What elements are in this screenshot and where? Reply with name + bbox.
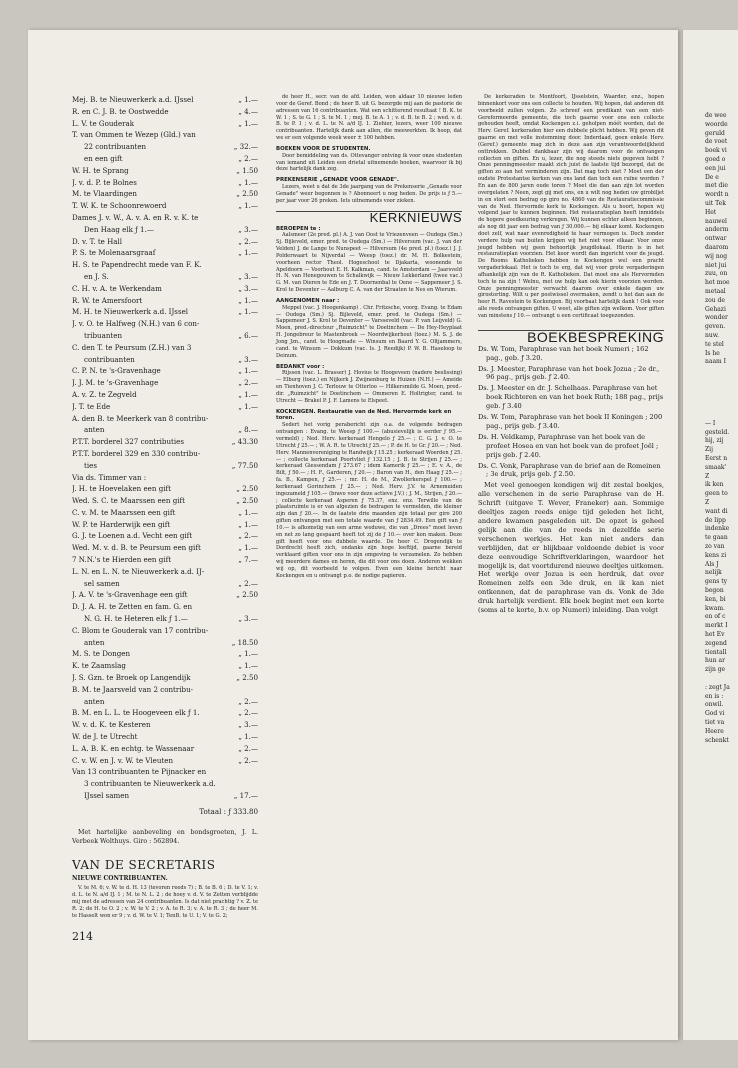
page-number: 214 <box>72 930 93 943</box>
contribution-amount: „ 1.— <box>238 519 258 529</box>
next-page-line: De e <box>705 173 719 181</box>
total-amount: ƒ 333.80 <box>228 806 258 816</box>
contribution-amount <box>228 766 258 778</box>
contribution-amount <box>228 778 258 790</box>
contribution-name: P.T.T. borderel 327 contributies <box>72 437 184 447</box>
contribution-row <box>72 188 258 200</box>
contribution-row <box>72 224 258 236</box>
next-page-line: te stel <box>705 340 724 348</box>
next-page-line: nuw. <box>705 331 720 339</box>
secretaris-subtitle: NIEUWE CONTRIBUANTEN. <box>72 875 168 883</box>
contribution-row <box>72 306 258 318</box>
next-page-line: wonder <box>705 314 728 322</box>
contribution-amount: „ 2.50 <box>236 189 258 199</box>
next-page-line <box>683 675 730 684</box>
contribution-row <box>72 684 258 696</box>
contribution-row <box>72 566 258 578</box>
contribution-amount: „ 1.— <box>238 118 258 128</box>
contribution-amount: „ 2.— <box>238 578 258 588</box>
contribution-name: N. G. H. te Heteren elk ƒ 1.— <box>84 614 188 624</box>
contribution-amount: „ 2.— <box>238 708 258 718</box>
secretaris-text: V. te M. 6; v. W. te d. H. 13 (tevoren reeds 7) ; B. te B. 6 ; D. te V. 1; v. d. L. te N. a/d IJ. 1 ; M. te N. L. 2 ; de hoey v. d. V. te Zetten verblijdde mij met de adressen van 24 contribuanten. Is dat niet prachtig ? v. Z. te R. 2; de H. te O. 2 ; v. W. te V. 2 ; v. A. te R. 3; v. A. te R. 3 ; de heer M. te Hasselt won er 9 ; v. d. W. te V. 1; TenB. te U. 1; V. te G. 2; <box>72 885 258 919</box>
contribution-amount: „ 1.— <box>238 366 258 376</box>
contribution-name: H. S. te Papendrecht mede van F. K. <box>72 260 202 270</box>
contribution-amount: „ 43.30 <box>231 437 258 447</box>
contribution-row <box>72 436 258 448</box>
contribution-name: J. v. O. te Halfweg (N.H.) van 6 con- <box>72 319 200 329</box>
next-page-line: gesteld. <box>705 428 730 436</box>
next-page-line: nauwel <box>705 217 727 225</box>
contribution-name: K. te Zaamslag <box>72 661 126 671</box>
contribution-name: en J. S. <box>84 271 109 281</box>
contribution-row <box>72 365 258 377</box>
contribution-amount: „ 1.— <box>238 201 258 211</box>
next-page-line: boek vi <box>705 147 727 155</box>
contribution-row <box>72 530 258 542</box>
contribution-row <box>72 259 258 271</box>
contribution-name: C. den T. te Peursum (Z.H.) van 3 <box>72 342 192 352</box>
next-page-line: ontwar <box>705 235 727 243</box>
contribution-row <box>72 94 258 106</box>
aangenomen-text: Meppel (vac. J. Hoogenkamp) . Chr. Fritzsche, voorg. Evang. te Edam — Oudega (Sm.) Sj. Bijleveld, emer. pred. te Oudega (Sm.) — Sappemeer J. S. Krol te Deventer — Varsseveld (vac. P. van Leijveld) G. Moen, pred.-directeur „Ruimzicht" te Doetinchem — De Hey-Heyplaat H. Jongebreur te Mastenbroek — Noordwijkerhout (toez.) M. S. J. de Jong Jzn., cand. te Hoogmade — Winsum en Baard Y. G. Oltjammers, cand. te Winsum — Dokkum (vac. Is. J. Reedijk) P. W. B. Haseloop te Deinum. <box>276 304 462 359</box>
next-page-line: wordt n <box>705 191 729 199</box>
contribution-amount <box>228 472 258 484</box>
kockengen-continued-text: De kerkeraden te Montfoort, IJsselstein, Waarder, enz., hopen binnenkort voor ons een collecte te houden. Wij hopen, dat anderen dit voorbeeld zullen volgen. Zo schreef een predikant van een niet-Gereformeerde gemeente, die toch gaarne voor ons een collecte gehouden heeft, omdat Kockengen z.i. geholpen móét worden, dat de Herv. Geref. kerkeraden hier een dubbele plicht hebben. Wij geven dit gaarne en met volle instemming door. Inderdaad, geen enkele Herv. (Geref.) gemeente mag zich in deze aan zijn verantwoordelijkheid onttrekken. Dubbel dankbaar zijn wij daarom voor de ontvangen collecten en giften. En u, lezer, die nog steeds niets gegeven hebt ? Onze penningmeester maakt zich juist de laatste tijd bezorgd, dat de giften zo aan het verminderen zijn. Dat mag toch niet ? Moet een der oudste Protestantse kerken van ons land dan toch een ruïne worden ? En aan de 800 jaren oude toren ? Moet die dan aan zijn lot worden overgelaten ? Neen, zegt gij met ons, en u wilt nog heden uw girobiljet in en stort een bedrag op giro no. 4860 van de Restauratiecommissie van de Ned. Hervormde kerk te Kockengen. Als u hoort, hopen wij volgend jaar te kunnen beginnen. Het restauratieplan heeft inmiddels de hogere goedkeuring verkregen. Wij kunnen echter alleen beginnen, als nog dit jaar een bedrag van ƒ 30.000.— bij elkaar komt. Kockengen doet zelf, wat naar evenredigheid te haar vermogen is. Doch zonder verdere hulp van buiten krijgen wij het niet voor elkaar. Voor onze jeugd hebben wij geen behoorlijk jeugdlokaal. Hierin is in het restauratieplan voorzien. Het koor wordt dan ingericht voor de jeugd. De Rooms Katholieken hebben in Kockengen wel een pracht vergaderlokaal. Het is toch te erg, dat wij voor grote vergaderingen afhankelijk zijn van de R. Katholieken. Dat moet ons als Hervormden toch te na zijn ! Welnu, met uw hulp kan ook hierin voorzien worden. Onze penningmeester verwacht daarom over enkele dagen uw girostorting. Wilt u per postwissel overmaken, zendt u het dan aan de heer R. Ravestein te Kockengen. Bij voorbaat hartelijk dank ! Ook voor alle reeds ontvangen giften. U weet, alle giften zijn welkom. Voor giften van minstens ƒ 10.— ontvangt u een certificaat toegezonden. <box>478 94 664 319</box>
next-page-line: en is : <box>705 692 724 700</box>
contribution-row <box>72 660 258 672</box>
contribution-row <box>72 637 258 649</box>
contribution-row <box>72 200 258 212</box>
contribution-row <box>72 601 258 613</box>
contribution-row <box>72 401 258 413</box>
next-page-line <box>683 367 730 376</box>
contribution-row <box>72 165 258 177</box>
contribution-name: W. H. te Sprang <box>72 165 129 175</box>
contribution-name: anten <box>84 637 105 647</box>
contribution-amount: „ 2.50 <box>236 496 258 506</box>
contribution-amount: „ 1.— <box>238 177 258 187</box>
contribution-amount: „ 32.— <box>233 142 258 152</box>
contribution-amount <box>228 601 258 613</box>
boeken-heading: BOEKEN VOOR DE STUDENTEN. <box>276 145 371 152</box>
next-page-line: hij, zij <box>705 437 724 445</box>
next-page-line: gens ty <box>705 578 728 586</box>
contribution-row <box>72 625 258 637</box>
secretaris-continued-text: de heer H., secr. van de afd. Leiden, won aldaar 10 nieuwe leden voor de Geref. Bond ; de heer B. uit G. bezorgde mij aan de pastorie de adressen van 16 contribuanten. Wat een schitterend resultaat ! B. K. te W. 1 ; S. te G. 1 ; S. te M. 1 ; mej. B. te A. 1 ; v. d. B. te B. 2 ; wed. v. d. B. te P. 1 ; v. d. L. te N. a/d IJ. 1. Ziehier, lezers, weer 100 nieuwe contribuanten. Hartelijk dank aan allen, die meewerkten. Ik hoop, dat we er een volgende week weer ± 100 hebben. <box>276 94 462 142</box>
contribution-amount: „ 2.— <box>238 236 258 246</box>
next-page-line: Zij <box>705 446 713 454</box>
next-page-line: hun ar <box>705 657 725 665</box>
contribution-name: Wed. S. C. te Maarssen een gift <box>72 496 185 506</box>
contribution-name: W. P. te Harderwijk een gift <box>72 519 171 529</box>
next-page-line: Z <box>705 472 710 480</box>
next-page-line <box>683 376 730 385</box>
next-page-line: anderm <box>705 226 729 234</box>
contribution-row <box>72 766 258 778</box>
contribution-amount: „ 2.— <box>238 755 258 765</box>
contribution-row <box>72 790 258 802</box>
contribution-row <box>72 743 258 755</box>
contribution-amount: „ 1.— <box>238 543 258 553</box>
next-page-line <box>683 385 730 394</box>
next-page-line: Het <box>705 208 717 216</box>
contribution-row <box>72 483 258 495</box>
contribution-amount: „ 18.50 <box>231 637 258 647</box>
contribution-name: B. M. te Jaarsveld van 2 contribu- <box>72 684 194 694</box>
contribution-row <box>72 448 258 460</box>
contribution-row <box>72 424 258 436</box>
contribution-name: A. den B. te Meerkerk van 8 contribu- <box>72 413 209 423</box>
next-page-line: de voet <box>705 138 728 146</box>
contribution-row <box>72 519 258 531</box>
bedankt-text: Rijssen (vac. L. Brasser) J. Hovius te Hoogeveen (nadere beslissing) — Elburg (toez.) en Nijkerk J. Zwijnenburg te Huizen (N.H.) — Ameide en Tienhoven J. C. Terlouw te Otterloo — Hilkersmilde G. Moen, pred.-dir. „Ruimzicht" te Doetinchem — Ommeren E. Holtrigter, cand. te Utrecht — Brakel P. J. F. Lamens te Elspeet. <box>276 370 462 404</box>
boeken-text: Door bemiddeling van ds. Ottevanger ontving ik voor onze studenten van iemand uit Leiden een drietal uitnemende boeken, waarvoor ik bij deze hartelijk dank zeg. <box>276 152 462 173</box>
contribution-row <box>72 342 258 354</box>
contribution-name: sel samen <box>84 578 120 588</box>
contributions-total <box>72 806 258 818</box>
contribution-row <box>72 460 258 472</box>
contribution-name: C. H. v. A. te Werkendam <box>72 283 162 293</box>
contribution-row <box>72 236 258 248</box>
contribution-name: Van 13 contribuanten te Pijnacker en <box>72 767 207 777</box>
next-page-line: het Ev <box>705 631 725 639</box>
contribution-row <box>72 472 258 484</box>
contribution-amount: „ 8.— <box>238 425 258 435</box>
beroepen-text: Aalsmeer (2e pred. pl.) A. J. van Oost te Vriezenveen — Oudega (Sm.) Sj. Bijleveld, emer. pred. te Oudega (Sm.) — Hilversum (vac. J. van der Velden) J. de Lange te Nunspeet — Hilversum (4e pred. pl.) (toez.) J. J. Polderwaart te Nijverdal — Weesp (toez.) dr. M. H. Bolkestein, voorheen rector Theol. Hogeschool te Djakarta, woonende te Apeldoorn — Voorhout E. H. Kalkman, cand. te Amsterdam — Jaarsveld H. N. van Henegouwen te Schalkwijk — Nieuw Lekkerland (twee vac.) G. M. van Dieren te Ede en J. T. Doornenbal te Oene — Sappemeer J. S. Krol te Deventer — Aalburg C. A. van der Straaten te Nes en Wierum. <box>276 232 462 294</box>
contribution-amount: „ 3.— <box>238 720 258 730</box>
contribution-amount: „ 1.— <box>238 401 258 411</box>
contribution-name: L. N. en L. N. te Nieuwerkerk a.d. IJ- <box>72 566 205 576</box>
contribution-row <box>72 696 258 708</box>
contribution-name: P. S. te Molenaarsgraaf <box>72 248 156 258</box>
next-page-line: zuu, on <box>705 270 728 278</box>
contribution-row <box>72 271 258 283</box>
contribution-amount: „ 1.— <box>238 248 258 258</box>
contribution-row <box>72 672 258 684</box>
contribution-name: T. W. K. te Schoonrewoerd <box>72 201 167 211</box>
contribution-row <box>72 495 258 507</box>
middle-column <box>276 94 462 580</box>
contribution-amount <box>228 212 258 224</box>
magazine-page <box>28 30 678 1040</box>
contribution-name: anten <box>84 696 105 706</box>
contribution-amount: „ 17.— <box>233 791 258 801</box>
kerknieuws-heading: KERKNIEUWS <box>276 211 462 222</box>
next-page-line: niet jui <box>705 261 727 269</box>
contribution-name: Mej. B. te Nieuwerkerk a.d. IJssel <box>72 95 194 104</box>
contribution-amount <box>228 448 258 460</box>
next-page-line: de wee <box>705 112 727 119</box>
next-page-line: want di <box>705 507 728 515</box>
next-page-line: — I <box>705 419 716 427</box>
contribution-row <box>72 295 258 307</box>
contribution-amount: „ 2.— <box>238 378 258 388</box>
contribution-name: M. S. te Dongen <box>72 649 131 659</box>
contribution-row <box>72 731 258 743</box>
contribution-name: R. W. te Amersfoort <box>72 295 143 305</box>
next-page-line <box>683 411 730 420</box>
contribution-amount: „ 1.— <box>238 389 258 399</box>
next-page-line <box>683 402 730 411</box>
next-page-line: : zegt Ja <box>705 683 730 691</box>
contribution-amount <box>228 625 258 637</box>
book-entry: Ds. J. Meester en dr. J. Schelhaas. Paraphrase van het boek Richteren en van het boek Ruth; 188 pag., prijs geb. ƒ 3.40 <box>478 384 664 411</box>
contribution-row <box>72 377 258 389</box>
contribution-name: W. v. d. K. te Kesteren <box>72 720 151 730</box>
contribution-name: M. te Vlaardingen <box>72 189 138 199</box>
contribution-name: R. en C. J. B. te Oostwedde <box>72 106 169 116</box>
contribution-amount <box>228 129 258 141</box>
next-page-line: met die <box>705 182 728 190</box>
next-page-line: metaal <box>705 287 726 295</box>
contribution-name: J. J. M. te 's-Gravenhage <box>72 378 159 388</box>
beroepen-heading: BEROEPEN te : <box>276 225 321 232</box>
contribution-name: J. A. V. te 's-Gravenhage een gift <box>72 590 188 600</box>
next-page-line: Als J <box>705 560 719 568</box>
book-entry: Ds. W. Tom, Paraphrase van het boek Numeri ; 162 pag., geb. ƒ 3.20. <box>478 344 649 362</box>
contribution-row <box>72 318 258 330</box>
contribution-name: G. J. te Loenen a.d. Vecht een gift <box>72 531 193 541</box>
contribution-name: J. T. te Ede <box>72 401 111 411</box>
contribution-row <box>72 507 258 519</box>
contribution-row <box>72 589 258 601</box>
contribution-amount: „ 3.— <box>238 224 258 234</box>
contribution-amount: „ 2.50 <box>236 484 258 494</box>
contribution-amount: „ 6.— <box>238 330 258 340</box>
contribution-name: anten <box>84 425 105 435</box>
next-page-line: kens zi <box>705 551 727 559</box>
contribution-amount: „ 1.— <box>238 649 258 659</box>
contribution-name: 3 contribuanten te Nieuwerkerk a.d. <box>84 779 216 789</box>
thanks-text: Met hartelijke aanbeveling en bondsgroeten, J. L. Verbeek Wolthuys. Giro : 562894. <box>72 828 258 845</box>
contribution-row <box>72 129 258 141</box>
contribution-name: C. P. N. te 's-Gravenhage <box>72 366 161 376</box>
contribution-name: W. de J. te Utrecht <box>72 732 138 742</box>
contribution-amount: „ 1.50 <box>236 165 258 175</box>
contribution-name: Wed. M. v. d. B. te Peursum een gift <box>72 543 201 553</box>
next-page-line: geen to <box>705 490 728 498</box>
kockengen-heading: KOCKENGEN. Restauratie van de Ned. Hervormde kerk en toren. <box>276 408 452 422</box>
boekbespreking-heading: BOEKBESPREKING <box>478 330 664 341</box>
contribution-amount: „ 2.50 <box>236 590 258 600</box>
contribution-amount <box>228 684 258 696</box>
next-page-line: ik ken <box>705 481 724 489</box>
kockengen-text: Sedert het vorig perabericht zijn o.a. de volgende bedragen ontvangen : Evang. te Weesp ƒ 100.— (abusievelijk is eerder ƒ 95.— vermeld) ; Ned. Herv. kerkeraad Hengelo ƒ 25.— ; C. G. J. v. O. te Utrecht ƒ 25.— ; W. A. R. te Utrecht ƒ 25.— ; P. de H. te Gr. ƒ 20.— ; Ned. Herv. Mannenvereniging te Randwijk ƒ 15.25 ; kerkeraad Woerden ƒ 25.— ; collecte kerkeraad Poortvliet ƒ 132.15 ; J. B. te Strijen ƒ 25.— ; kerkeraad Giessendam ƒ 273.67 ; idem Kamerik ƒ 25.— ; E. v. A., de Bilt, ƒ 50.— ; H. F., Garderen, ƒ 20.— ; Baron van H., den Haag ƒ 25.— ; fa. B., Kampen, ƒ 25.— ; mr. H. de M., Zwollerkerspel ƒ 100.— ; kerkeraad Gorinchem ƒ 25.— ; Ned. Herv. J.V. te Arnemuiden ingezameld ƒ 105.— (bravo voor deze actieve J.V.) ; J. M., Strijen, ƒ 20.— ; collecte kerkeraad Asperen ƒ 75.37, enz. enz. Terwille van de plaatsruimte is er van afgezien de bedragen te vermelden, die kleiner zijn dan ƒ 20.—. In de laatste drie maanden zijn totaal per giro 200 giften ontvangen met een totale waarde van ƒ 2834.49. Een gift van ƒ 10.— is afkomstig van een arme weduwe, die van „Drees" moet leven en net zo lang gespaard heeft tot zij de ƒ 10.— over kon maken. Deze gift heeft voor ons dubbele waarde. De heer C. Drogendijk te Dordrecht heeft zich, ondanks zijn hoge leeftijd, gaarne bereid verklaard giften voor ons in zijn omgeving te verzamelen. Zo hebben wij meerdere dames en heren, die dit voor ons doen. Anderen wekken wij op, dit voorbeeld te volgen. Even een kleine bericht naar Kockengen en u ontvangt p.o. de nodige papieren. <box>276 422 462 579</box>
contribution-row <box>72 141 258 153</box>
contribution-row <box>72 413 258 425</box>
contribution-row <box>72 106 258 118</box>
contribution-amount: „ 1.— <box>238 295 258 305</box>
contribution-name: Via ds. Timmer van : <box>72 472 147 482</box>
next-page-line: te gaan <box>705 534 728 542</box>
contribution-name: 7 N.N.'s te Hierden een gift <box>72 555 172 565</box>
contribution-amount <box>228 413 258 425</box>
right-column <box>478 94 664 615</box>
contribution-amount: „ 1.— <box>238 507 258 517</box>
contribution-row <box>72 118 258 130</box>
next-page-line: tiet va <box>705 718 725 726</box>
next-page-line: indenke <box>705 525 730 533</box>
next-page-line: het moe <box>705 279 730 287</box>
contribution-amount: „ 2.50 <box>236 673 258 683</box>
contribution-amount: „ 7.— <box>238 555 258 565</box>
next-page-line: uit Tek <box>705 199 726 207</box>
contribution-name: L. A. B. K. en echtg. te Wassenaar <box>72 743 195 753</box>
contribution-amount: „ 2.— <box>238 531 258 541</box>
contribution-row <box>72 389 258 401</box>
contribution-amount: „ 1.— <box>238 95 258 104</box>
book-entry: Ds. C. Vonk, Paraphrase van de brief aan de Romeinen ; 3e druk, prijs geb. ƒ 2.50. <box>478 461 661 479</box>
next-page-line: en of c <box>705 613 726 621</box>
contribution-name: J. H. te Hoevelaken een gift <box>72 484 171 494</box>
next-page-line: schenkt <box>705 736 729 744</box>
contribution-name: 22 contribuanten <box>84 142 147 152</box>
secretaris-title: VAN DE SECRETARIS <box>72 857 216 872</box>
contribution-name: J. v. d. P. te Bolnes <box>72 177 137 187</box>
next-page-line: geven. <box>705 323 726 331</box>
next-page-line: daarom <box>705 243 729 251</box>
contribution-row <box>72 778 258 790</box>
next-page-line: geruld <box>705 129 725 137</box>
contribution-amount: „ 1.— <box>238 307 258 317</box>
contribution-row <box>72 755 258 767</box>
book-entry: Ds. W. Tom, Paraphrase van het boek II Koningen ; 200 pag., prijs geb. ƒ 3.40. <box>478 413 663 430</box>
contribution-name: M. H. te Nieuwerkerk a.d. IJssel <box>72 307 189 317</box>
next-page-line: onwil. <box>705 701 724 709</box>
contribution-name: contribuanten <box>84 354 135 364</box>
contribution-row <box>72 153 258 165</box>
book-list <box>478 345 664 480</box>
next-page-line: goed o <box>705 155 726 163</box>
contribution-amount: „ 4.— <box>238 106 258 116</box>
next-page-line: Gehazi <box>705 305 726 313</box>
next-page-line: smaak' <box>705 463 727 471</box>
contribution-name: Den Haag elk ƒ 1.— <box>84 224 154 234</box>
contribution-name: D. v. T. te Hall <box>72 236 123 246</box>
book-entry: Ds. J. Meester, Paraphrase van het boek Jozua ; 2e dr., 96 pag., prijs geb. ƒ 2.40. <box>478 364 660 382</box>
next-page-line: kwam. <box>705 604 725 612</box>
contribution-amount: „ 1.— <box>238 732 258 742</box>
book-entry: Ds. H. Veldkamp, Paraphrase van het boek van de profeet Hosea en van het boek van de profeet Joël ; prijs geb. ƒ 2.40. <box>478 432 659 459</box>
prekenserie-heading: PREKENSERIE „GENADE VOOR GENADE". <box>276 177 399 184</box>
contribution-row <box>72 554 258 566</box>
contribution-row <box>72 177 258 189</box>
contribution-amount: „ 2.— <box>238 153 258 163</box>
next-page-line: nelijk <box>705 569 722 577</box>
contribution-name: IJssel samen <box>84 791 130 801</box>
contribution-row <box>72 719 258 731</box>
next-page-line: tientall <box>705 648 727 656</box>
contribution-row <box>72 613 258 625</box>
next-page-line: een jui <box>705 164 726 172</box>
contribution-name: L. V. te Gouderak <box>72 118 135 128</box>
contribution-row <box>72 648 258 660</box>
contribution-name: C. Blom te Gouderak van 17 contribu- <box>72 625 209 635</box>
contribution-name: en een gift <box>84 153 123 163</box>
contribution-amount <box>228 566 258 578</box>
next-page-edge <box>682 30 738 1040</box>
contribution-row <box>72 542 258 554</box>
contribution-amount <box>228 318 258 330</box>
boekbespreking-review: Met veel genoegen kondigen wij dit zestal boekjes, alle verschenen in de serie Paraphrase van de H. Schrift (uitgave T. Wever, Franeker) aan. Sommige deeltjes zagen reeds enige tijd geleden het licht, andere kwamen pasgeleden uit. De opzet is geheel gelijk aan die van de reeds in dezelfde serie verschenen werkjes. Het kan niet anders dan verblijden, dat er blijkbaar voldoende debiet is voor deze eenvoudige Schriftverklaringen, waardoor het mogelijk is, dat voortdurend nieuwe deeltjes uitkomen. Het werkje over Jozua is een herdruk, dat over Romeinen zelfs een 3de druk, en ik kan niet ontkennen, dat de paraphrase van ds. Vonk de 3de druk hartelijk verdient. Elk boek begint met een korte (soms al te korte, b.v. op Numeri) inleiding. Dan volgt <box>478 481 664 615</box>
next-page-line: zou de <box>705 296 725 304</box>
prekenserie-text: Lezers, weet u dat de 3de jaargang van de Prekenserie „Genade voor Genade" weer begonnen is ? Abonneert u nog heden. De prijs is ƒ 5.— per jaar voor 26 preken. Iets uitnemends voor zieken. <box>276 184 462 204</box>
contribution-amount: „ 2.— <box>238 696 258 706</box>
contribution-row <box>72 283 258 295</box>
contribution-name: J. S. Gzn. te Broek op Langendijk <box>72 673 191 683</box>
contribution-name: D. J. A. H. te Zetten en fam. G. en <box>72 602 193 612</box>
contribution-name: P.T.T. borderel 329 en 330 contribu- <box>72 448 201 458</box>
next-page-line: Z <box>705 499 710 507</box>
contribution-amount: „ 2.— <box>238 743 258 753</box>
contribution-row <box>72 212 258 224</box>
contribution-name: A. v. Z. te Zegveld <box>72 389 137 399</box>
contribution-amount <box>228 259 258 271</box>
contribution-name: C. v. M. te Maarssen een gift <box>72 507 176 517</box>
contribution-amount: „ 3.— <box>238 354 258 364</box>
contribution-name: B. M. en L. L. te Hoogeveen elk ƒ 1. <box>72 708 200 718</box>
contribution-amount: „ 77.50 <box>231 460 258 470</box>
next-page-line: de lipp <box>705 516 726 524</box>
contribution-row <box>72 247 258 259</box>
contribution-amount: „ 3.— <box>238 271 258 281</box>
next-page-line: wij nog <box>705 252 728 260</box>
aangenomen-heading: AANGENOMEN naar : <box>276 297 340 304</box>
contributions-column <box>72 94 258 919</box>
next-page-line: zo van <box>705 543 725 551</box>
next-page-line: God vi <box>705 710 725 718</box>
bedankt-heading: BEDANKT voor : <box>276 363 325 370</box>
next-page-line: ken, bi <box>705 595 726 603</box>
next-page-line: zijn ge <box>705 666 726 674</box>
contribution-name: T. van Ommen te Wezep (Gld.) van <box>72 130 196 140</box>
contribution-name: ties <box>84 460 97 470</box>
next-page-line: merkt I <box>705 622 728 630</box>
contribution-name: Dames J. v. W., A. v. A. en R. v. K. te <box>72 212 199 222</box>
contribution-row <box>72 578 258 590</box>
next-page-line: begon <box>705 587 724 595</box>
contribution-amount <box>228 342 258 354</box>
next-page-line <box>683 394 730 403</box>
contribution-row <box>72 354 258 366</box>
total-label: Totaal : <box>199 806 227 816</box>
next-page-line: Is he <box>705 349 720 357</box>
contribution-name: C. v. W. en J. v. W. te Vleuten <box>72 755 174 765</box>
next-page-line: Eerst n <box>705 455 728 463</box>
next-page-line: naam I <box>705 358 726 366</box>
next-page-line: woorde <box>705 120 728 128</box>
contribution-row <box>72 330 258 342</box>
contribution-amount: „ 3.— <box>238 614 258 624</box>
contribution-amount: „ 1.— <box>238 661 258 671</box>
next-page-text <box>683 112 730 745</box>
contribution-name: tribuanten <box>84 330 123 340</box>
contribution-amount: „ 3.— <box>238 283 258 293</box>
next-page-line: Heere <box>705 727 724 735</box>
contribution-row <box>72 707 258 719</box>
next-page-line: zegend <box>705 639 727 647</box>
contributions-list <box>72 94 258 802</box>
